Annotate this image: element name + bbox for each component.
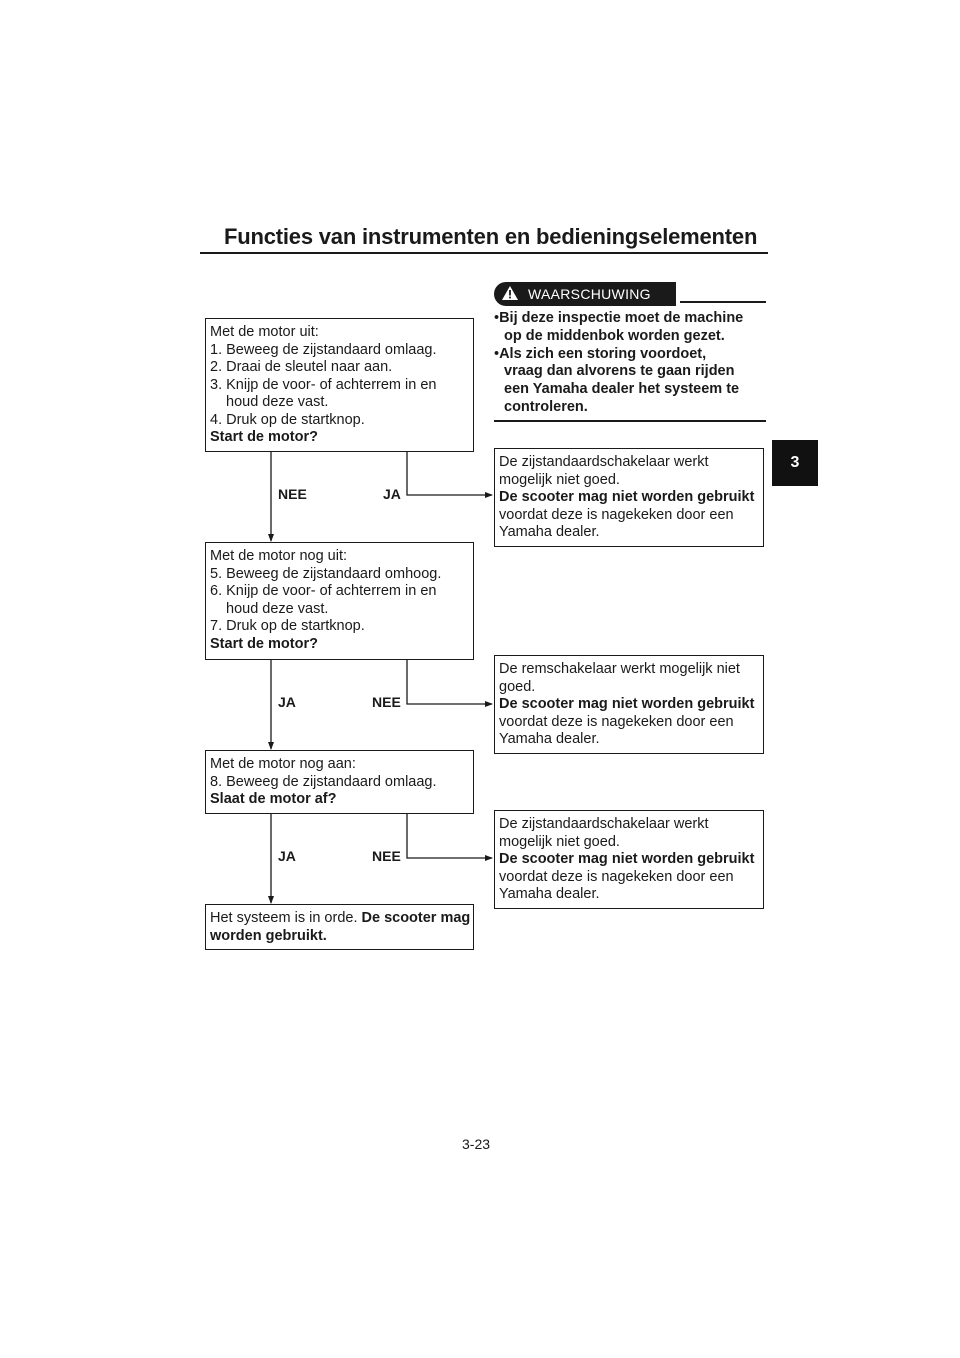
branch-label-nee: NEE (278, 486, 307, 502)
flow-result-1: De zijstandaardschakelaar werkt mogelijk niet goed. De scooter mag niet worden gebruikt voordat deze is nagekeken door een Yamaha dealer. (494, 448, 764, 547)
branch-label-ja: JA (278, 694, 296, 710)
warning-item: •Als zich een storing voordoet, vraag dan alvorens te gaan rijden een Yamaha dealer het systeem te controleren. (494, 345, 740, 415)
flow-question: Start de motor? (210, 635, 318, 652)
warning-item: •Bij deze inspectie moet de machine op de middenbok worden gezet. (494, 310, 744, 344)
connector-step3-right (407, 814, 492, 858)
flow-final: Het systeem is in orde. De scooter mag worden gebruikt. (205, 904, 474, 950)
flow-step-3: Met de motor nog aan: 8. Beweeg de zijstandaard omlaag. Slaat de motor af? (205, 750, 474, 814)
flow-step-1: Met de motor uit: 1. Beweeg de zijstandaard omlaag. 2. Draai de sleutel naar aan. 3. Knijp de voor- of achterrem in en houd deze vast. 4. Druk op de startknop. Start de motor? (205, 318, 474, 452)
branch-label-ja: JA (383, 486, 401, 502)
branch-label-ja: JA (278, 848, 296, 864)
flow-question: Slaat de motor af? (210, 791, 337, 807)
branch-label-nee: NEE (372, 848, 401, 864)
page-number: 3-23 (462, 1136, 491, 1152)
chapter-tab: 3 (772, 440, 818, 486)
page-title: Functies van instrumenten en bedieningselementen (224, 224, 758, 249)
warning-label: WAARSCHUWING (528, 286, 651, 302)
branch-label-nee: NEE (372, 694, 401, 710)
connector-step2-right (407, 660, 492, 704)
flow-step-2: Met de motor nog uit: 5. Beweeg de zijstandaard omhoog. 6. Knijp de voor- of achterrem in en houd deze vast. 7. Druk op de startknop. Start de motor? (205, 542, 474, 660)
flow-question: Start de motor? (210, 429, 318, 445)
flow-result-2: De remschakelaar werkt mogelijk niet goed. De scooter mag niet worden gebruikt voordat deze is nagekeken door een Yamaha dealer. (494, 655, 764, 754)
flow-result-3: De zijstandaardschakelaar werkt mogelijk niet goed. De scooter mag niet worden gebruikt voordat deze is nagekeken door een Yamaha dealer. (494, 810, 764, 909)
connector-step1-right (407, 452, 492, 495)
